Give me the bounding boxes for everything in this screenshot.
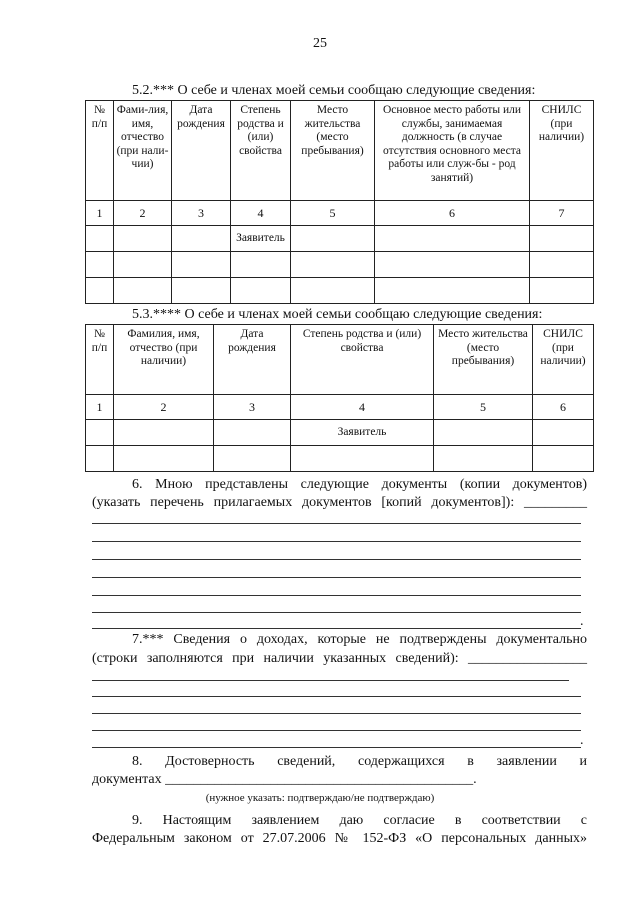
table-cell[interactable] xyxy=(114,446,214,472)
table-cell[interactable] xyxy=(214,420,291,446)
table-cell[interactable] xyxy=(434,420,533,446)
column-header: Дата рождения xyxy=(172,101,231,201)
table-row xyxy=(86,226,594,252)
table-cell[interactable] xyxy=(114,278,172,304)
column-header: Место жительства (место пребывания) xyxy=(291,101,375,201)
applicant-cell: Заявитель xyxy=(231,226,291,252)
fill-line[interactable] xyxy=(92,680,569,681)
table-cell[interactable] xyxy=(533,446,594,472)
column-number: 5 xyxy=(291,201,375,226)
column-header: Фамилия, имя, отчество (при наличии) xyxy=(114,325,214,395)
table-cell[interactable] xyxy=(114,420,214,446)
table-cell[interactable] xyxy=(86,278,114,304)
item-6-line-2: (указать перечень прилагаемых документов [копий документов]): _________ xyxy=(92,495,587,510)
table-cell[interactable] xyxy=(375,226,530,252)
fill-line[interactable] xyxy=(92,559,581,560)
table-cell[interactable] xyxy=(114,252,172,278)
table-row xyxy=(86,420,594,446)
table-cell[interactable] xyxy=(114,226,172,252)
item-8-line-2: документах ____________________________________________. xyxy=(92,772,477,787)
fill-line[interactable] xyxy=(92,713,581,714)
family-table-5-2 xyxy=(85,100,594,304)
column-number-row xyxy=(86,201,594,226)
column-number: 4 xyxy=(231,201,291,226)
table-row xyxy=(86,446,594,472)
table-cell[interactable] xyxy=(375,252,530,278)
table-cell[interactable] xyxy=(291,252,375,278)
column-number: 6 xyxy=(375,201,530,226)
item-6-line-1: 6. Мною представлены следующие документы (копии документов) xyxy=(132,477,587,492)
column-number: 3 xyxy=(172,201,231,226)
table-cell[interactable] xyxy=(86,446,114,472)
table-cell[interactable] xyxy=(533,420,594,446)
item-8-line-1: 8. Достоверность сведений, содержащихся в заявлении и xyxy=(132,754,587,769)
table-cell[interactable] xyxy=(172,278,231,304)
item-7-line-1: 7.*** Сведения о доходах, которые не подтверждены документально xyxy=(132,632,587,647)
table-cell[interactable] xyxy=(231,252,291,278)
family-table-5-3 xyxy=(85,324,594,472)
table-cell[interactable] xyxy=(291,226,375,252)
fill-line[interactable] xyxy=(92,628,581,629)
table-cell[interactable] xyxy=(86,420,114,446)
table-cell[interactable] xyxy=(291,278,375,304)
table-cell[interactable] xyxy=(231,278,291,304)
column-number: 2 xyxy=(114,201,172,226)
column-number: 7 xyxy=(530,201,594,226)
table-cell[interactable] xyxy=(86,252,114,278)
table-cell[interactable] xyxy=(434,446,533,472)
fill-line[interactable] xyxy=(92,595,581,596)
column-number: 2 xyxy=(114,395,214,420)
table-header-row xyxy=(86,101,594,201)
column-header: Основное место работы или службы, занимаемая должность (в случае отсутствия основного места работы или служ-бы - род занятий) xyxy=(375,101,530,201)
column-header: Фами-лия, имя, отчество (при нали-чии) xyxy=(114,101,172,201)
table-cell[interactable] xyxy=(172,252,231,278)
table-row xyxy=(86,278,594,304)
fill-line[interactable] xyxy=(92,696,581,697)
item-9-line-2: Федеральным законом от 27.07.2006 № 152-ФЗ «О персональных данных» xyxy=(92,831,587,846)
item-8-note: (нужное указать: подтверждаю/не подтверждаю) xyxy=(205,792,435,804)
table-cell[interactable] xyxy=(530,252,594,278)
column-header: Место жительства (место пребывания) xyxy=(434,325,533,395)
fill-line[interactable] xyxy=(92,541,581,542)
table-cell[interactable] xyxy=(375,278,530,304)
column-header: № п/п xyxy=(86,101,114,201)
fill-line[interactable] xyxy=(92,612,581,613)
table-cell[interactable] xyxy=(214,446,291,472)
page-number: 25 xyxy=(313,36,327,51)
table-cell[interactable] xyxy=(530,226,594,252)
column-header: СНИЛС (при наличии) xyxy=(533,325,594,395)
section-5-3-heading: 5.3.**** О себе и членах моей семьи сообщаю следующие сведения: xyxy=(132,307,543,322)
line-end-dot: . xyxy=(580,614,584,629)
fill-line[interactable] xyxy=(92,523,581,524)
fill-line[interactable] xyxy=(92,747,581,748)
item-7-line-2: (строки заполняются при наличии указанных сведений): _________________ xyxy=(92,651,587,666)
column-number: 5 xyxy=(434,395,533,420)
column-number: 6 xyxy=(533,395,594,420)
column-number-row xyxy=(86,395,594,420)
column-number: 1 xyxy=(86,395,114,420)
applicant-cell: Заявитель xyxy=(291,420,434,446)
column-header: Степень родства и (или) свойства xyxy=(291,325,434,395)
column-number: 3 xyxy=(214,395,291,420)
column-number: 1 xyxy=(86,201,114,226)
table-cell[interactable] xyxy=(530,278,594,304)
table-cell[interactable] xyxy=(291,446,434,472)
item-9-line-1: 9. Настоящим заявлением даю согласие в соответствии с xyxy=(132,813,587,828)
table-cell[interactable] xyxy=(86,226,114,252)
table-row xyxy=(86,252,594,278)
column-header: № п/п xyxy=(86,325,114,395)
table-cell[interactable] xyxy=(172,226,231,252)
fill-line[interactable] xyxy=(92,577,581,578)
column-number: 4 xyxy=(291,395,434,420)
line-end-dot: . xyxy=(580,733,584,748)
fill-line[interactable] xyxy=(92,730,581,731)
column-header: Дата рождения xyxy=(214,325,291,395)
column-header: СНИЛС (при наличии) xyxy=(530,101,594,201)
column-header: Степень родства и (или) свойства xyxy=(231,101,291,201)
section-5-2-heading: 5.2.*** О себе и членах моей семьи сообщаю следующие сведения: xyxy=(132,83,536,98)
table-header-row xyxy=(86,325,594,395)
